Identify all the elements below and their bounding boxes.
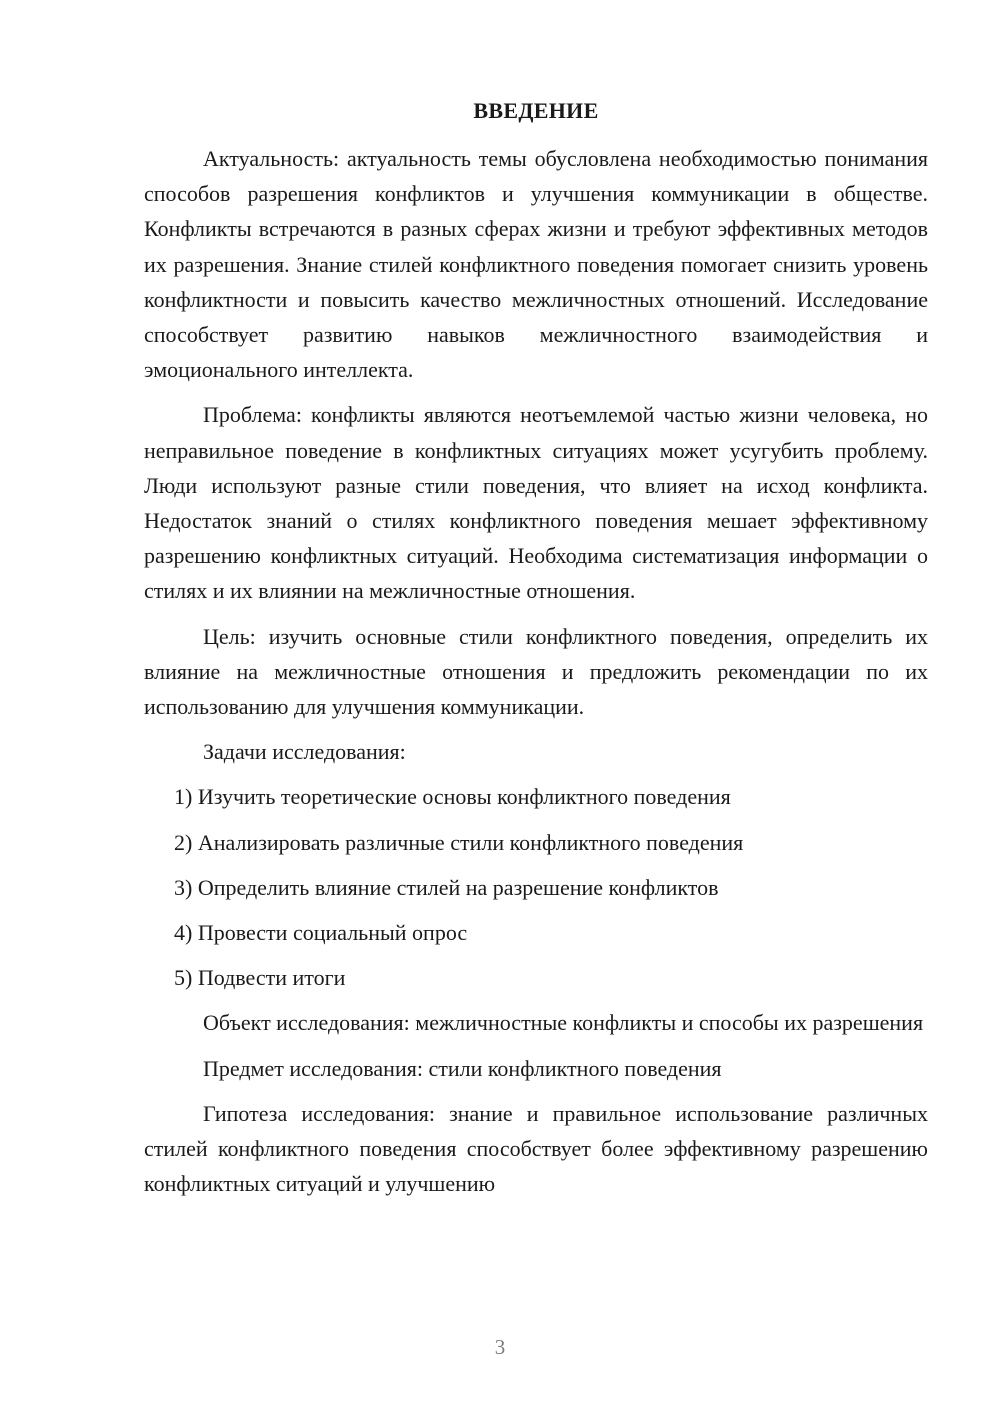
page-number: 3 <box>494 1335 506 1359</box>
page-content <box>144 93 928 1201</box>
goal-paragraph: Цель: изучить основные стили конфликтного поведения, определить их влияние на межличностные отношения и предложить рекомендации по их использованию для улучшения коммуникации. <box>144 623 928 720</box>
relevance-paragraph: Актуальность: актуальность темы обусловлена необходимостью понимания способов разрешения конфликтов и улучшения коммуникации в обществе. Конфликты встречаются в разных сферах жизни и требуют эффективных методов их разрешения. Знание стилей конфликтного поведения помогает снизить уровень конфликтности и повысить качество межличностных отношений. Исследование способствует развитию навыков межличностного взаимодействия и эмоционального интеллекта. <box>144 146 928 383</box>
task-item: 5) Подвести итоги <box>174 965 346 991</box>
task-item: 1) Изучить теоретические основы конфликтного поведения <box>174 784 731 810</box>
hypothesis-paragraph: Гипотеза исследования: знание и правильное использование различных стилей конфликтного поведения способствует более эффективному разрешению конфликтных ситуаций и улучшению <box>144 1100 928 1197</box>
task-item: 4) Провести социальный опрос <box>174 920 468 946</box>
tasks-heading: Задачи исследования: <box>203 739 406 765</box>
task-list <box>144 779 928 995</box>
task-item: 3) Определить влияние стилей на разрешение конфликтов <box>174 874 719 900</box>
section-title: ВВЕДЕНИЕ <box>473 98 599 123</box>
problem-paragraph: Проблема: конфликты являются неотъемлемой частью жизни человека, но неправильное поведение в конфликтных ситуациях может усугубить проблему. Люди используют разные стили поведения, что влияет на исход конфликта. Недостаток знаний о стилях конфликтного поведения мешает эффективному разрешению конфликтных ситуаций. Необходима систематизация информации о стилях и их влиянии на межличностные отношения. <box>144 402 928 604</box>
object-paragraph: Объект исследования: межличностные конфликты и способы их разрешения <box>203 1010 924 1036</box>
task-item: 2) Анализировать различные стили конфликтного поведения <box>174 829 744 855</box>
subject-paragraph: Предмет исследования: стили конфликтного поведения <box>203 1055 722 1081</box>
